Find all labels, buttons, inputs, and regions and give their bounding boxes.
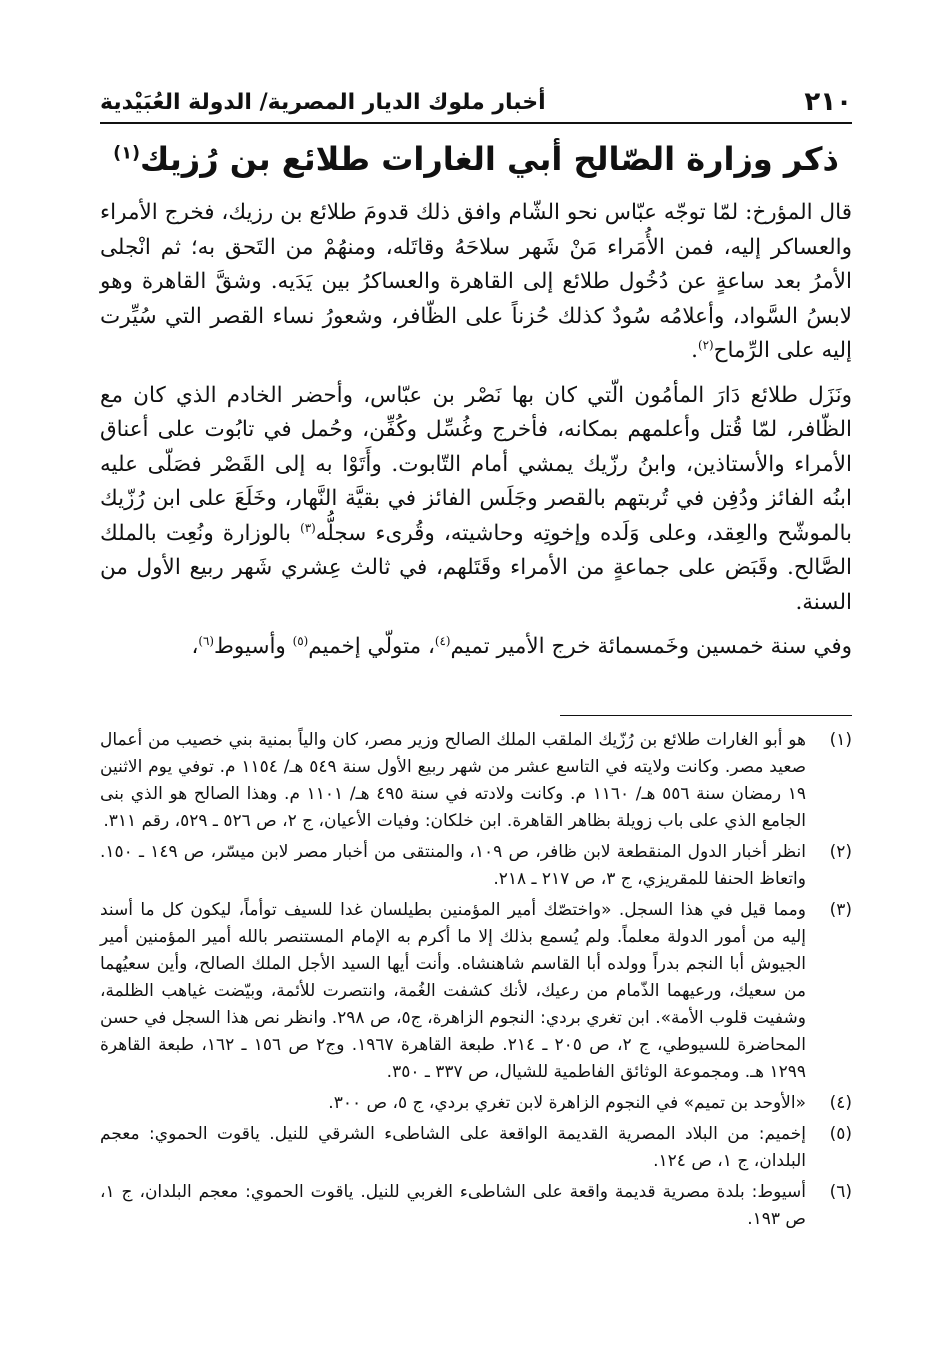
footnote-ref-6: (٦): [198, 633, 214, 648]
footnote-2: [100, 839, 852, 893]
footnotes: [100, 727, 852, 1237]
footnote-ref-2: (٢): [698, 337, 714, 352]
footnote-text: إخميم: من البلاد المصرية القديمة الواقعة على الشاطىء الشرقي للنيل. ياقوت الحموي: معجم البلدان، ج ١، ص ١٢٤.: [100, 1124, 806, 1171]
footnote-3: [100, 897, 852, 1086]
paragraph-2: [100, 379, 852, 621]
footnote-5: [100, 1121, 852, 1175]
paragraph-3-text-a: وفي سنة خمسين وخَمسمائة خرج الأمير تميم: [450, 634, 852, 659]
paragraph-1-end: .: [691, 338, 699, 363]
paragraph-1-text: قال المؤرخ: لمّا توجّه عبّاس نحو الشّام وافق ذلك قدومَ طلائع بن رزيك، فخرج الأمراء والعساكر إليه، فمن الأُمَراء مَنْ شَهر سلاحَهُ وقاتَله، ومنهُمْ من التَحق به؛ ثم انْجلى الأمرُ بعد ساعةٍ عن دُخُول طلائع إلى القاهرة والعساكرُ بين يَدَيه. وشقَّ القاهرة وهو لابسُ السَّواد، وأعلامُه سُودٌ كذلك حُزناً على الظّافر، وشعورُ نساء القصر التي سُيِّرت إليه على الرِّماح: [100, 200, 852, 363]
footnote-number: (١): [829, 730, 852, 750]
footnote-ref-4: (٤): [434, 633, 451, 648]
paragraph-1: [100, 196, 852, 369]
chapter-title-text: ذكر وزارة الصّالح أبي الغارات طلائع بن رُزيك: [139, 140, 839, 178]
footnote-text: ومما قيل في هذا السجل. «واختصّك أمير المؤمنين بطيلسان غدا للسيف توأماً، ليكون كل ما أسند إليه من أمور الدولة معلماً. ولم يُسمع بذلك إلا ما أكرم به الإمام المستنصر بالله أمير المؤمنين أمير الجيوش أبا النجم بدراً وولده أبا القاسم شاهنشاه. وأنت أيها السيد الأجل الملك الصالح، وأين سعيُهما من سعيك، ورعيهما الذّمام من رعيك، لأنك كشفت الغُمة، وانتصرت للأئمة، وبيّضت غياهب الظلمة، وشفيت قلوب الأمة». ابن تغري بردي: النجوم الزاهرة، ج٥، ص ٢٩٨. وانظر نص هذا السجل في حسن المحاضرة للسيوطي، ج ٢، ص ٢٠٥ ـ ٢١٤. طبعة القاهرة ١٩٦٧. وج٢ ص ١٥٦ ـ ١٦٢، طبعة القاهرة ١٢٩٩ هـ. ومجموعة الوثائق الفاطمية للشيال، ص ٣٣٧ ـ ٣٥٠.: [100, 900, 806, 1082]
footnote-1: [100, 727, 852, 835]
header-rule: [100, 122, 852, 124]
footnote-text: هو أبو الغارات طلائع بن رُزّيك الملقب الملك الصالح وزير مصر، كان والياً بمنية بني خصيب من أعمال صعيد مصر. وكانت ولايته في التاسع عشر من شهر ربيع الأول سنة ٥٤٩ هـ/ ١١٥٤ م. توفي يوم الاثنين ١٩ رمضان سنة ٥٥٦ هـ/ ١١٦٠ م. وكانت ولادته في سنة ٤٩٥ هـ/ ١١٠١ م. وهذا الصالح هو الذي بنى الجامع الذي على باب زويلة بظاهر القاهرة. ابن خلكان: وفيات الأعيان، ج ٢، ص ٥٢٦ ـ ٥٢٩، رقم ٣١١.: [100, 730, 807, 831]
footnote-4: [100, 1090, 852, 1117]
footnote-rule: [560, 715, 852, 716]
footnote-6: [100, 1179, 852, 1233]
footnote-text: أسيوط: بلدة مصرية قديمة واقعة على الشاطىء الغربي للنيل. ياقوت الحموي: معجم البلدان، ج ١، ص ١٩٣.: [100, 1182, 806, 1229]
footnote-number: (٥): [829, 1124, 852, 1144]
paragraph-3: [100, 630, 852, 665]
page-header: [100, 82, 852, 122]
chapter-title: [100, 134, 852, 184]
footnote-ref-3: (٣): [300, 520, 316, 535]
footnote-number: (٦): [829, 1182, 852, 1202]
footnote-text: انظر أخبار الدول المنقطعة لابن ظافر، ص ١٠٩، والمنتقى من أخبار مصر لابن ميسّر، ص ١٤٩ ـ ١٥٠. واتعاظ الحنفا للمقريزي، ج ٣، ص ٢١٧ ـ ٢١٨.: [100, 842, 806, 889]
paragraph-3-text-b: ، متولّي إخميم: [308, 634, 435, 659]
paragraph-2-text-a: ونَزَل طلائع دَارَ المأمُون الّتي كان بها نَصْر بن عبّاس، وأحضر الخادم الذي كان مع الظّافر، لمّا قُتل وأعلمهم بمكانه، فأخرج وغُسِّل وكُفِّن، وحُمل في تابُوت على أعناق الأمراء والأستاذين، وابنُ رزّيك يمشي أمام التّابوت. وأَتَوْا به إلى القَصْر فصَلّى عليه ابنُه الفائز ودُفِن في تُربتهم بالقصر وجَلَس الفائز في بقيَّة النَّهار، وخَلَعَ على ابن رُزّيك بالموشّح والعِقد، وعلى وَلَده وإخوتِه وحاشيته، وقُرىء سجلُّه: [100, 382, 852, 546]
body-text: [100, 196, 852, 675]
footnote-text: «الأوحد بن تميم» في النجوم الزاهرة لابن تغري بردي، ج ٥، ص ٣٠٠.: [328, 1093, 806, 1113]
footnote-ref-1: (١): [113, 143, 140, 164]
paragraph-2-text-b: بالوزارة ونُعِت بالملك الصَّالح. وقَبَض على جماعةٍ من الأمراء وقَتَلهم، في ثالث عِشري شَهر ربيع الأول من السنة.: [100, 520, 852, 615]
footnote-ref-5: (٥): [292, 633, 309, 648]
footnote-number: (٣): [829, 900, 852, 920]
running-title: أخبار ملوك الديار المصرية/ الدولة العُبَيْدية: [100, 89, 546, 115]
paragraph-3-text-d: ،: [191, 634, 199, 659]
footnote-number: (٢): [829, 842, 852, 862]
footnote-number: (٤): [829, 1093, 852, 1113]
paragraph-3-text-c: وأسيوط: [213, 634, 293, 659]
page-number: ٢١٠: [804, 87, 852, 117]
